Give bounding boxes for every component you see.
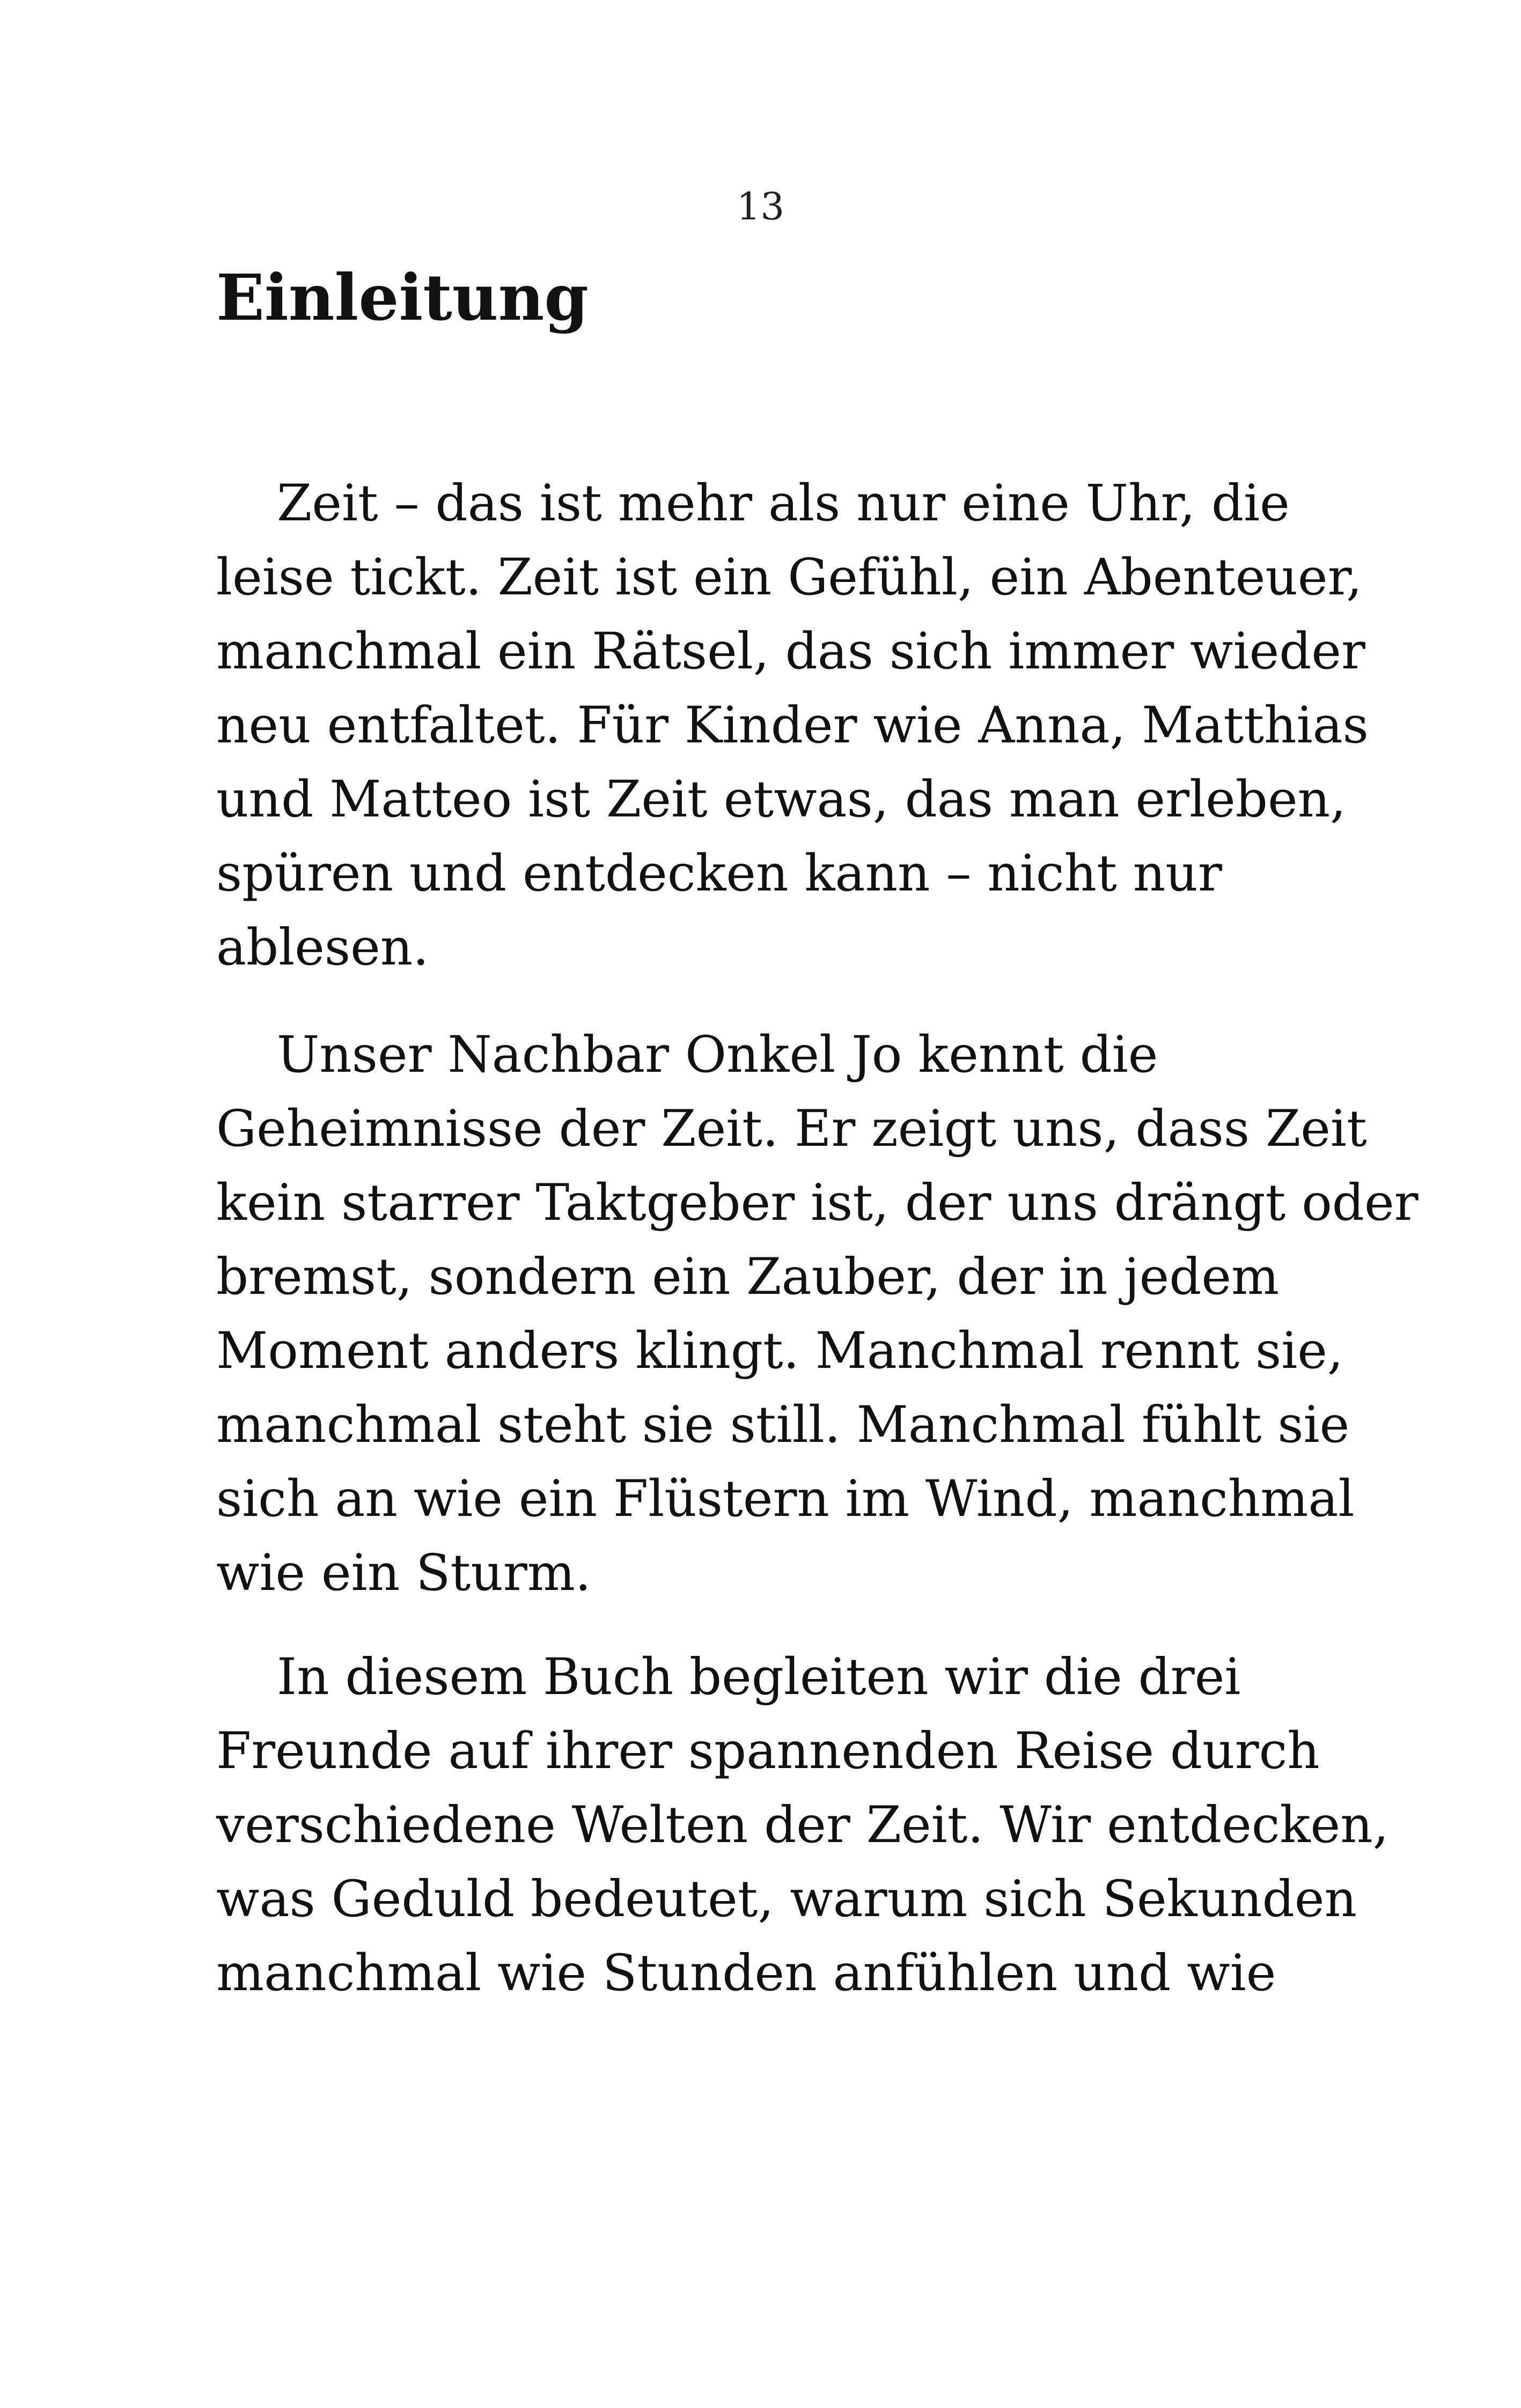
text-line: manchmal ein Rätsel, das sich immer wieder [216, 622, 1365, 681]
text-line: spüren und entdecken kann – nicht nur [216, 844, 1222, 903]
text-line: Zeit – das ist mehr als nur eine Uhr, die [277, 474, 1290, 533]
text-line: Moment anders klingt. Manchmal rennt sie, [216, 1322, 1343, 1380]
text-line: was Geduld bedeutet, warum sich Sekunden [216, 1870, 1357, 1928]
chapter-heading: Einleitung [216, 260, 589, 335]
text-line: manchmal wie Stunden anfühlen und wie [216, 1944, 1276, 2002]
text-line: verschiedene Welten der Zeit. Wir entdecken, [216, 1796, 1389, 1854]
text-line: Geheimnisse der Zeit. Er zeigt uns, dass Zeit [216, 1100, 1367, 1158]
text-line: leise tickt. Zeit ist ein Gefühl, ein Abenteuer, [216, 548, 1363, 607]
text-line: und Matteo ist Zeit etwas, das man erleben, [216, 770, 1347, 829]
text-line: Freunde auf ihrer spannenden Reise durch [216, 1722, 1320, 1780]
paragraph-3 [216, 1640, 1389, 2011]
text-line: bremst, sondern ein Zauber, der in jedem [216, 1248, 1280, 1306]
paragraph-2 [216, 1018, 1419, 1610]
text-line: wie ein Sturm. [216, 1544, 591, 1602]
paragraph-1 [216, 467, 1369, 985]
text-line: neu entfaltet. Für Kinder wie Anna, Matthias [216, 696, 1369, 755]
text-line: ablesen. [216, 918, 429, 977]
page-number: 13 [736, 185, 785, 229]
text-line: kein starrer Taktgeber ist, der uns drängt oder [216, 1174, 1419, 1232]
text-line: In diesem Buch begleiten wir die drei [277, 1648, 1241, 1706]
text-line: manchmal steht sie still. Manchmal fühlt sie [216, 1396, 1350, 1454]
text-line: sich an wie ein Flüstern im Wind, manchmal [216, 1470, 1355, 1528]
text-line: Unser Nachbar Onkel Jo kennt die [277, 1026, 1158, 1084]
